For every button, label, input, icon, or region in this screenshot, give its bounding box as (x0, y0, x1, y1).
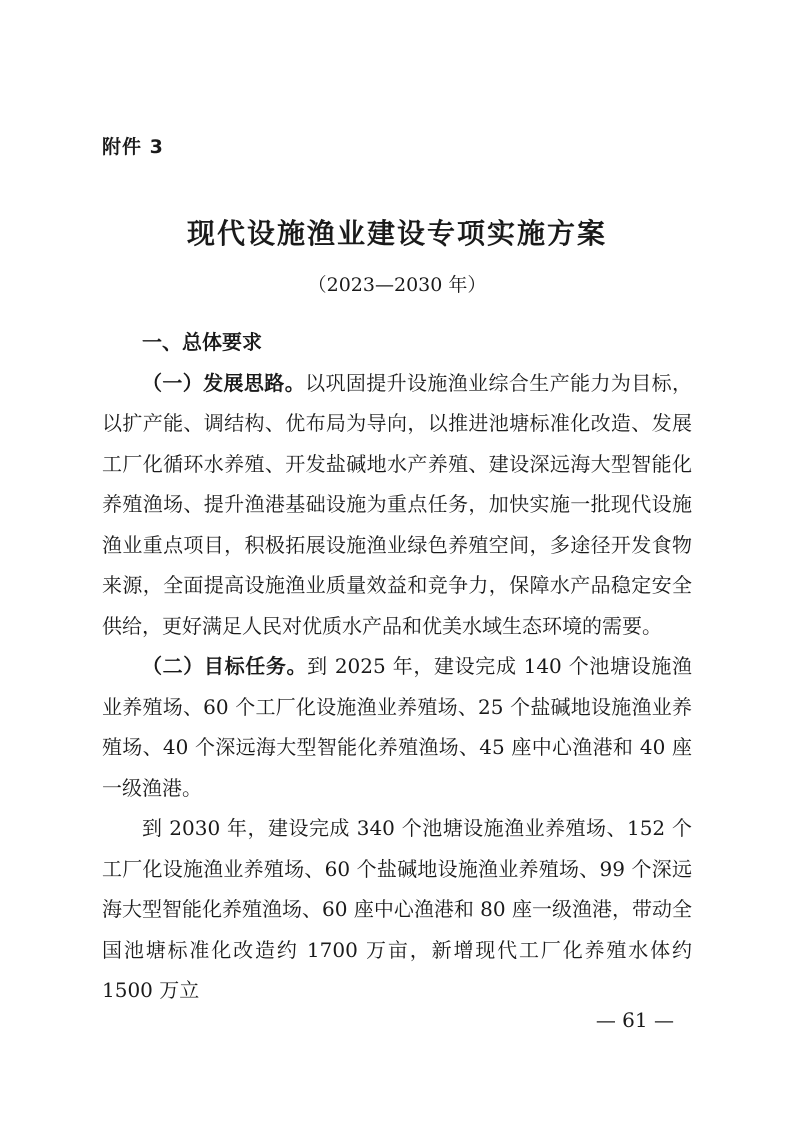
paragraph-lead: （二）目标任务。 (142, 654, 308, 678)
page-number: — 61 — (595, 1008, 674, 1032)
attachment-label: 附件 3 (102, 136, 164, 158)
document-title: 现代设施渔业建设专项实施方案 (186, 217, 607, 250)
paragraph-development-approach (102, 363, 692, 647)
paragraph-goals (102, 646, 692, 808)
document-body (102, 322, 692, 1011)
section-heading: 一、总体要求 (142, 330, 262, 354)
paragraph-text: 到 2030 年，建设完成 340 个池塘设施渔业养殖场、152 个工厂化设施渔业养殖场、60 个盐碱地设施渔业养殖场、99 个深远海大型智能化养殖渔场、60 座中心渔港和 80 座一级渔港，带动全国池塘标准化改造约 1700 万亩，新增现代工厂化养殖水体约 1500 万立 (102, 816, 692, 1002)
paragraph-text: 到 2025 年，建设完成 140 个池塘设施渔业养殖场、60 个工厂化设施渔业养殖场、25 个盐碱地设施渔业养殖场、40 个深远海大型智能化养殖渔场、45 座中心渔港和 40 座一级渔港。 (102, 654, 692, 800)
paragraph-lead: （一）发展思路。 (142, 370, 306, 395)
document-subtitle: （2023—2030 年） (307, 274, 487, 296)
paragraph-text: 以巩固提升设施渔业综合生产能力为目标，以扩产能、调结构、优布局为导向，以推进池塘标准化改造、发展工厂化循环水养殖、开发盐碱地水产养殖、建设深远海大型智能化养殖渔场、提升渔港基础设施为重点任务，加快实施一批现代设施渔业重点项目，积极拓展设施渔业绿色养殖空间，多途径开发食物来源，全面提高设施渔业质量效益和竞争力，保障水产品稳定安全供给，更好满足人民对优质水产品和优美水域生态环境的需要。 (102, 370, 693, 638)
paragraph-2030-goals (102, 808, 692, 1011)
